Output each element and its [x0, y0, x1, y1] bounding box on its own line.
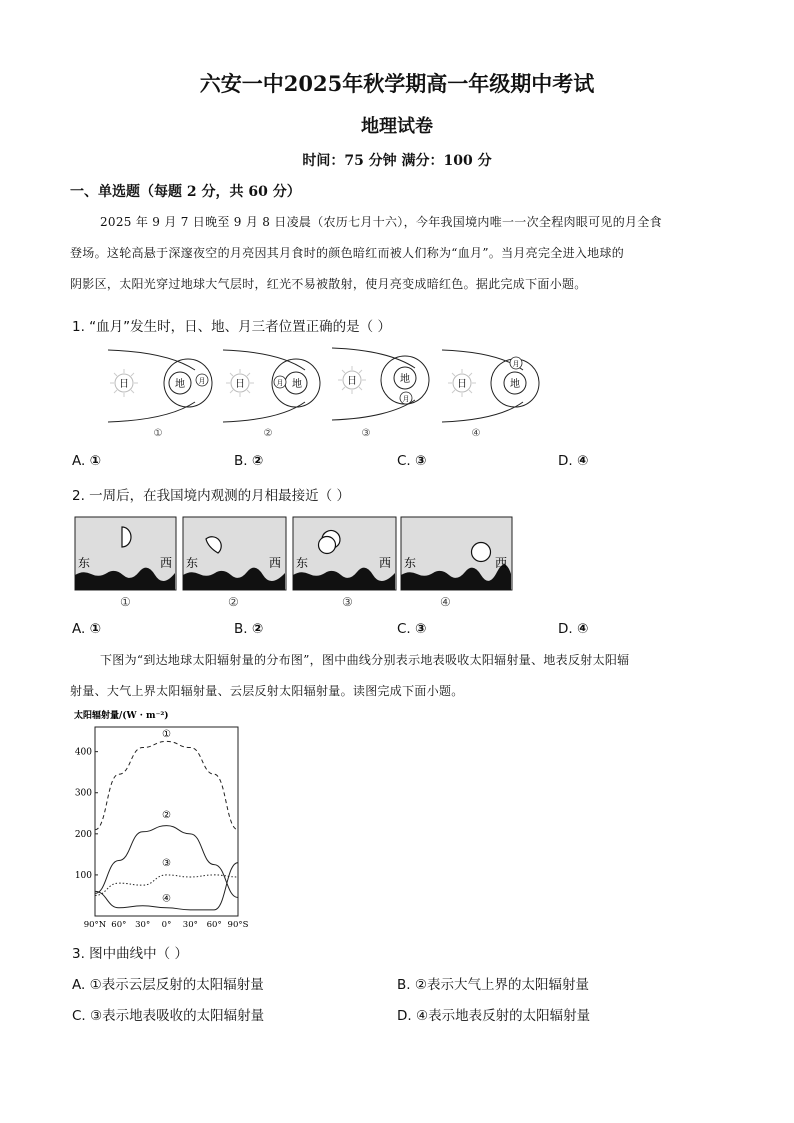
y-tick-label: 100 — [74, 870, 92, 881]
figure-label: ③ — [361, 428, 371, 439]
series-label: ④ — [162, 893, 171, 905]
subject-title: 地理试卷 — [361, 116, 433, 137]
x-tick-label: 90°S — [227, 920, 249, 930]
x-tick-label: 90°N — [83, 920, 107, 930]
exam-title: 六安一中2025年秋学期高一年级期中考试 — [199, 71, 595, 96]
figure-label: ① — [153, 428, 163, 439]
q2-option-b[interactable]: B. ② — [234, 621, 264, 637]
sun-label: 日 — [457, 379, 467, 390]
sun-label: 日 — [347, 376, 357, 387]
figure-label: ③ — [342, 595, 353, 609]
q2-option-a[interactable]: A. ① — [72, 621, 102, 637]
q2-figure-2 — [183, 517, 286, 609]
passage-1-line: 登场。这轮高悬于深邃夜空的月亮因其月食时的颜色暗红而被人们称为“血月”。当月亮完全进入地球的 — [70, 246, 625, 260]
moon-label: 月 — [402, 395, 410, 403]
q2-figure-4 — [401, 517, 512, 609]
q1-option-a[interactable]: A. ① — [72, 453, 102, 469]
q1-option-d[interactable]: D. ④ — [558, 453, 589, 469]
q2-figures — [74, 515, 516, 610]
question-2-stem: 2. 一周后，在我国境内观测的月相最接近（ ） — [72, 488, 350, 504]
passage-2 — [70, 645, 720, 707]
q2-option-c[interactable]: C. ③ — [397, 621, 427, 637]
passage-2-line: 下图为“到达地球太阳辐射量的分布图”，图中曲线分别表示地表吸收太阳辐射量、地表反射太阳辐 — [100, 653, 630, 667]
passage-2-line: 射量、大气上界太阳辐射量、云层反射太阳辐射量。读图完成下面小题。 — [70, 684, 464, 698]
passage-1-line: 2025 年 9 月 7 日晚至 9 月 8 日凌晨（农历七月十六），今年我国境内唯一一次全程肉眼可见的月全食 — [100, 215, 662, 229]
figure-label: ④ — [440, 595, 451, 609]
y-tick-label: 400 — [74, 747, 92, 758]
x-tick-label: 30° — [135, 920, 151, 930]
earth-label: 地 — [400, 374, 410, 385]
x-tick-label: 0° — [161, 920, 172, 930]
earth-label: 地 — [292, 379, 302, 390]
west-label: 西 — [379, 556, 392, 570]
moon-label: 月 — [276, 379, 284, 387]
x-tick-label: 60° — [206, 920, 222, 930]
earth-label: 地 — [175, 379, 185, 390]
x-tick-label: 60° — [111, 920, 127, 930]
y-tick-label: 200 — [74, 829, 92, 840]
sun-label: 日 — [119, 379, 129, 390]
earth-label: 地 — [510, 379, 520, 390]
q1-figure-4 — [442, 350, 539, 439]
q1-option-c[interactable]: C. ③ — [397, 453, 427, 469]
passage-1 — [70, 207, 720, 300]
west-label: 西 — [269, 556, 282, 570]
east-label: 东 — [404, 556, 417, 570]
passage-1-line: 阴影区，太阳光穿过地球大气层时，红光不易被散射，使月亮变成暗红色。据此完成下面小题。 — [70, 277, 587, 291]
moon-label: 月 — [198, 377, 206, 385]
series-label: ② — [162, 810, 171, 822]
q1-figure-3 — [332, 348, 429, 439]
q3-option-c[interactable]: C. ③表示地表吸收的太阳辐射量 — [72, 1008, 265, 1024]
sun-label: 日 — [235, 379, 245, 390]
q1-figure-2 — [223, 350, 320, 439]
x-tick-label: 30° — [182, 920, 198, 930]
east-label: 东 — [296, 556, 309, 570]
west-label: 西 — [495, 556, 508, 570]
q1-option-b[interactable]: B. ② — [234, 453, 264, 469]
east-label: 东 — [78, 556, 91, 570]
series-line — [95, 875, 238, 896]
east-label: 东 — [186, 556, 199, 570]
moon-label: 月 — [512, 360, 520, 368]
question-1-stem: 1. “血月”发生时，日、地、月三者位置正确的是（ ） — [72, 319, 391, 335]
q1-figures — [90, 340, 560, 445]
exam-meta: 时间：75 分钟 满分：100 分 — [302, 153, 492, 169]
radiation-chart — [72, 705, 252, 935]
west-label: 西 — [160, 556, 173, 570]
series-label: ③ — [162, 857, 171, 869]
q3-option-a[interactable]: A. ①表示云层反射的太阳辐射量 — [72, 977, 264, 993]
q3-option-d[interactable]: D. ④表示地表反射的太阳辐射量 — [397, 1008, 591, 1024]
y-tick-label: 300 — [74, 788, 92, 799]
q1-figure-1 — [108, 350, 212, 439]
question-3-stem: 3. 图中曲线中（ ） — [72, 946, 188, 962]
figure-label: ① — [120, 595, 131, 609]
q2-figure-3 — [293, 517, 396, 609]
q3-option-b[interactable]: B. ②表示大气上界的太阳辐射量 — [397, 977, 589, 993]
figure-label: ② — [263, 428, 273, 439]
q2-figure-1 — [75, 517, 176, 609]
q2-option-d[interactable]: D. ④ — [558, 621, 589, 637]
chart-ylabel: 太阳辐射量/(W · m⁻²) — [74, 711, 169, 721]
series-label: ① — [162, 728, 171, 740]
figure-label: ④ — [471, 428, 481, 439]
section-heading: 一、单选题（每题 2 分，共 60 分） — [70, 184, 301, 200]
plot-frame — [95, 727, 238, 916]
figure-label: ② — [228, 595, 239, 609]
